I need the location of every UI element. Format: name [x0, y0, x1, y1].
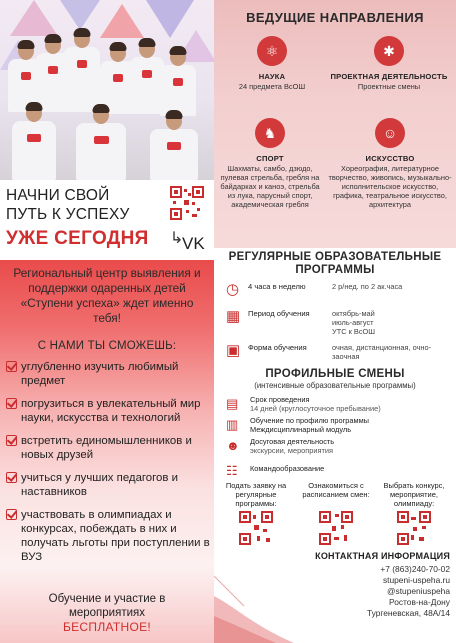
- checkbox-icon: [6, 361, 17, 372]
- directions-title: ВЕДУЩИЕ НАПРАВЛЕНИЯ: [246, 10, 424, 25]
- checkbox-icon: [6, 472, 17, 483]
- slogan: [6, 186, 166, 250]
- intro-text: Региональный центр выявления и поддержки одаренных детей «Ступени успеха» ждет именно тебя!: [13, 266, 201, 325]
- direction-sport: ♞ СПОРТ Шахматы, самбо, дзюдо, пулевая стрельба, гребля на байдарках и каноэ, стрельба из лука, парусный спорт, академическая гребля: [216, 118, 324, 209]
- group-photo: [0, 0, 214, 180]
- free-line-3: БЕСПЛАТНОЕ!: [62, 620, 152, 634]
- regular-programs-title: РЕГУЛЯРНЫЕ ОБРАЗОВАТЕЛЬНЫЕ ПРОГРАММЫ: [228, 251, 442, 276]
- list-item: встретить единомышленников и новых друзей: [6, 434, 212, 462]
- website-link[interactable]: stupeni-uspeha.ru: [382, 575, 450, 585]
- shifts-title: ПРОФИЛЬНЫЕ СМЕНЫ: [265, 368, 405, 380]
- theatre-masks-icon: ☺: [375, 118, 405, 148]
- list-item: участвовать в олимпиадах и конкурсах, побеждать в них и получать льготы при поступлении в ВУЗ: [6, 508, 212, 564]
- lightbulb-icon: ✱: [374, 36, 404, 66]
- city: Ростов-на-Дону: [388, 597, 450, 607]
- free-line-1: Обучение и участие в: [48, 593, 166, 605]
- address: Тургеневская, 48А/14: [367, 608, 450, 618]
- social-handle[interactable]: @stupeniuspeha: [387, 586, 450, 596]
- vk-qr-code[interactable]: [170, 186, 204, 220]
- checkbox-icon: [6, 509, 17, 520]
- qr-contests: Выбрать конкурс, мероприятие, олимпиаду:: [376, 481, 452, 550]
- right-column: ВЕДУЩИЕ НАПРАВЛЕНИЯ ⚛ НАУКА 24 предмета ВсОШ ✱ ПРОЕКТНАЯ ДЕЯТЕЛЬНОСТЬ Проектные смены ♞ СПОРТ Шахматы, самбо, дзюдо, пулевая стрельба, гребля на байдарках и каноэ, стрельба из лука, парусный спорт, академическая гребля ☺ ИСКУССТВО Хореография, литературное творчество, живопись, музыкально-исполнительское искусство, графика, театральное искусство, архитектура РЕГУЛЯРНЫЕ ОБРАЗОВАТЕЛЬНЫЕ ПРОГРАММЫ ◷ 4 часа в неделю 2 р/нед. по 2 ак.часа ▦ Период обучения октябрь-май июль-август УТС к ВсОШ ▣ Форма обучения очная, дистанционная, очно-заочная ПРОФИЛЬНЫЕ СМЕНЫ (интенсивные образовательные программы) ▤ Срок проведения 14 дней (круглосуточное пребывание) ▥ Обучение по профилю программы Междисциплинарный модуль ☻ Досуговая деятельность экскурсии, мероприятия ☷ Командообразование Подать заявку на регулярные программы: Ознакомиться с расписанием смен: Выбрать конкурс, мероприятие, олимпиаду: КОНТАКТНАЯ ИНФОРМАЦИЯ +7 (863)240-70-02 stupeni-uspeha.ru @stupeniuspeha Ростов-на-Дону Тургеневская, 48А/14: [214, 0, 456, 643]
- vk-label: VK: [182, 234, 205, 253]
- arrow-icon: ↳: [170, 230, 184, 247]
- presentation-icon: ▣: [226, 342, 241, 359]
- decorative-wave: [214, 566, 294, 643]
- slogan-line-1: НАЧНИ СВОЙ: [6, 187, 110, 204]
- list-item: погрузиться в увлекательный мир науки, искусства и технологий: [6, 397, 212, 425]
- slogan-line-2: ПУТЬ К УСПЕХУ: [6, 206, 130, 223]
- direction-art: ☺ ИСКУССТВО Хореография, литературное творчество, живопись, музыкально-исполнительское искусство, графика, театральное искусство, архитектура: [326, 118, 454, 209]
- list-item: учиться у лучших педагогов и наставников: [6, 471, 212, 499]
- direction-science: ⚛ НАУКА 24 предмета ВсОШ: [220, 36, 324, 91]
- calendar-check-icon: ▤: [226, 396, 239, 411]
- left-column: [0, 0, 214, 643]
- checkbox-icon: [6, 398, 17, 409]
- team-icon: ☷: [226, 463, 238, 478]
- checkbox-icon: [6, 435, 17, 446]
- calendar-icon: ▦: [226, 308, 241, 325]
- regular-row: ◷ 4 часа в неделю 2 р/нед. по 2 ак.часа: [226, 281, 403, 298]
- shifts-subtitle: (интенсивные образовательные программы): [254, 381, 416, 390]
- masks-icon: ☻: [226, 438, 240, 453]
- atom-icon: ⚛: [257, 36, 287, 66]
- book-icon: ▥: [226, 417, 239, 432]
- qr-regular: Подать заявку на регулярные программы:: [218, 481, 294, 550]
- benefits-list: [6, 360, 212, 573]
- contacts-title: КОНТАКТНАЯ ИНФОРМАЦИЯ: [315, 551, 450, 561]
- clock-icon: ◷: [226, 281, 240, 298]
- regular-row: ▣ Форма обучения очная, дистанционная, очно-заочная: [226, 342, 432, 361]
- list-item: углубленно изучить любимый предмет: [6, 360, 212, 388]
- slogan-line-3: УЖЕ СЕГОДНЯ: [6, 228, 149, 249]
- qr-code[interactable]: [397, 511, 431, 545]
- regular-row: ▦ Период обучения октябрь-май июль-август УТС к ВсОШ: [226, 308, 376, 336]
- direction-projects: ✱ ПРОЕКТНАЯ ДЕЯТЕЛЬНОСТЬ Проектные смены: [326, 36, 452, 91]
- benefits-heading: С НАМИ ТЫ СМОЖЕШЬ:: [37, 340, 177, 352]
- qr-code[interactable]: [319, 511, 353, 545]
- phone[interactable]: +7 (863)240-70-02: [380, 564, 450, 574]
- free-notice: [6, 592, 208, 634]
- chess-icon: ♞: [255, 118, 285, 148]
- contacts: [294, 551, 450, 619]
- qr-code[interactable]: [239, 511, 273, 545]
- qr-schedule: Ознакомиться с расписанием смен:: [298, 481, 374, 550]
- free-line-2: мероприятиях: [68, 607, 146, 619]
